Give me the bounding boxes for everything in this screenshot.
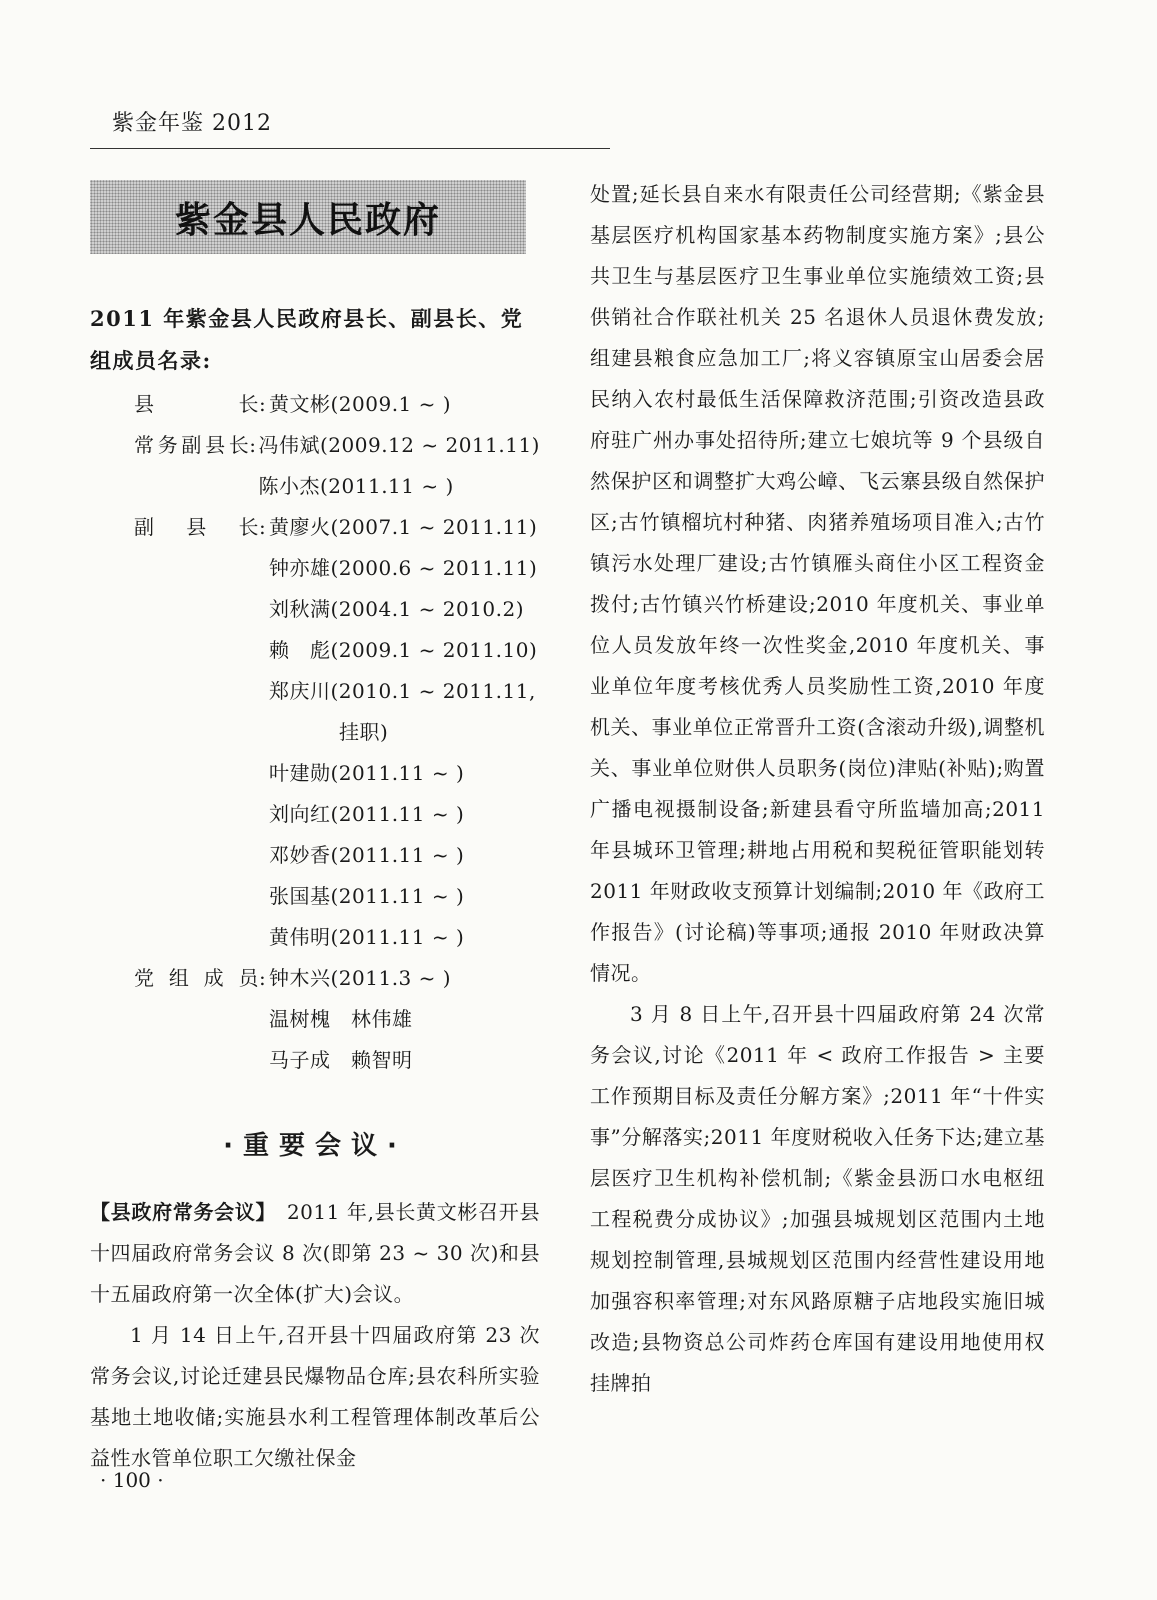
roster-heading: 2011 年紫金县人民政府县长、副县长、党组成员名录: [90,306,524,373]
running-head: 紫金年鉴 2012 [112,111,272,136]
left-column [90,180,540,1479]
roster-name: 黄伟明(2011.11 ~ ) [269,925,465,949]
roster-name: 钟木兴(2011.3 ~ ) [269,966,452,990]
page-number: · 100 · [100,1468,164,1492]
roster-role: 副县长 [134,515,259,539]
right-column [590,174,1045,1404]
meeting-paragraph-1-continued: 处置;延长县自来水有限责任公司经营期;《紫金县基层医疗机构国家基本药物制度实施方案》;县公共卫生与基层医疗卫生事业单位实施绩效工资;县供销社合作联社机关 25 名退休人员退休费发放;组建县粮食应急加工厂;将义容镇原宝山居委会居民纳入农村最低生活保障救济范围;引资改造县政府驻广州办事处招待所;建立七娘坑等 9 个县级自然保护区和调整扩大鸡公嶂、飞云寨县级自然保护区;古竹镇榴坑村种猪、肉猪养殖场项目准入;古竹镇污水处理厂建设;古竹镇雁头商住小区工程资金拨付;古竹镇兴竹桥建设;2010 年度机关、事业单位人员发放年终一次性奖金,2010 年度机关、事业单位年度考核优秀人员奖励性工资,2010 年度机关、事业单位正常晋升工资(含滚动升级),调整机关、事业单位财供人员职务(岗位)津贴(补贴);购置广播电视摄制设备;新建县看守所监墙加高;2011 年县城环卫管理;耕地占用税和契税征管职能划转 2011 年财政收支预算计划编制;2010 年《政府工作报告》(讨论稿)等事项;通报 2010 年财政决算情况。 [590,182,1045,985]
roster-entry-county-head: 县长 : 黄文彬(2009.1 ~ ) [90,384,540,425]
roster-list [90,384,540,1081]
roster-name: 刘秋满(2004.1 ~ 2010.2) [269,597,525,621]
section-title: ·重要会议· [223,1131,407,1161]
roster-name: 赖 彪(2009.1 ~ 2011.10) [269,638,538,662]
page-title: 紫金县人民政府 [174,199,441,241]
section-lead-label: 【县政府常务会议】 [90,1200,267,1224]
roster-entry-deputy-heads: 副县长 : 黄廖火(2007.1 ~ 2011.11) 钟亦雄(2000.6 ~ 2011.11) 刘秋满(2004.1 ~ 2010.2) 赖 彪(2009.1 ~ 2011.10) 郑庆川(2010.1 ~ 2011.11, 挂职) 叶建勋(2011.11 ~ ) 刘向红(2011.11 ~ ) 邓妙香(2011.11 ~ ) 张国基(2011.11 ~ ) 黄伟明(2011.11 ~ ) [90,507,540,958]
header-rule [90,148,610,149]
roster-name: 钟亦雄(2000.6 ~ 2011.11) [269,556,538,580]
meeting-paragraph-2: 3 月 8 日上午,召开县十四届政府第 24 次常务会议,讨论《2011 年 < 政府工作报告 > 主要工作预期目标及责任分解方案》;2011 年“十件实事”分解落实;2011 年度财税收入任务下达;建立基层医疗卫生机构补偿机制;《紫金县沥口水电枢纽工程税费分成协议》;加强县城规划区范围内土地规划控制管理,县城规划区范围内经营性建设用地加强容积率管理;对东风路原糖子店地段实施旧城改造;县物资总公司炸药仓库国有建设用地使用权挂牌拍 [590,1002,1045,1395]
roster-entry-executive-deputy: 常务副县长 : 冯伟斌(2009.12 ~ 2011.11) 陈小杰(2011.11 ~ ) [90,425,540,507]
roster-name: 郑庆川(2010.1 ~ 2011.11, [269,679,536,703]
meetings-intro-paragraph [90,1192,540,1315]
meetings-intro-text: 2011 年,县长黄文彬召开县十四届政府常务会议 8 次(即第 23 ~ 30 次)和县十五届政府第一次全体(扩大)会议。 [90,1200,541,1306]
roster-entry-party-members: 党组成员 : 钟木兴(2011.3 ~ ) 温树槐 林伟雄 马子成 赖智明 [90,958,540,1081]
title-banner [90,180,526,254]
roster-name: 刘向红(2011.11 ~ ) [269,802,465,826]
roster-role: 县长 [134,392,259,416]
roster-name: 黄廖火(2007.1 ~ 2011.11) [269,515,538,539]
roster-name: 挂职) [339,720,389,744]
roster-name: 黄文彬(2009.1 ~ ) [269,392,452,416]
roster-role: 常务副县长 [134,433,250,457]
meeting-paragraph-1: 1 月 14 日上午,召开县十四届政府第 23 次常务会议,讨论迁建县民爆物品仓库;县农科所实验基地土地收储;实施县水利工程管理体制改革后公益性水管单位职工欠缴社保金 [90,1323,540,1470]
roster-name: 叶建勋(2011.11 ~ ) [269,761,465,785]
roster-name: 邓妙香(2011.11 ~ ) [269,843,465,867]
roster-name: 陈小杰(2011.11 ~ ) [258,474,454,498]
roster-role: 党组成员 [134,966,259,990]
roster-name: 温树槐 林伟雄 [269,1007,413,1031]
roster-name: 冯伟斌(2009.12 ~ 2011.11) [258,433,540,457]
roster-name: 马子成 赖智明 [269,1048,413,1072]
roster-name: 张国基(2011.11 ~ ) [269,884,465,908]
